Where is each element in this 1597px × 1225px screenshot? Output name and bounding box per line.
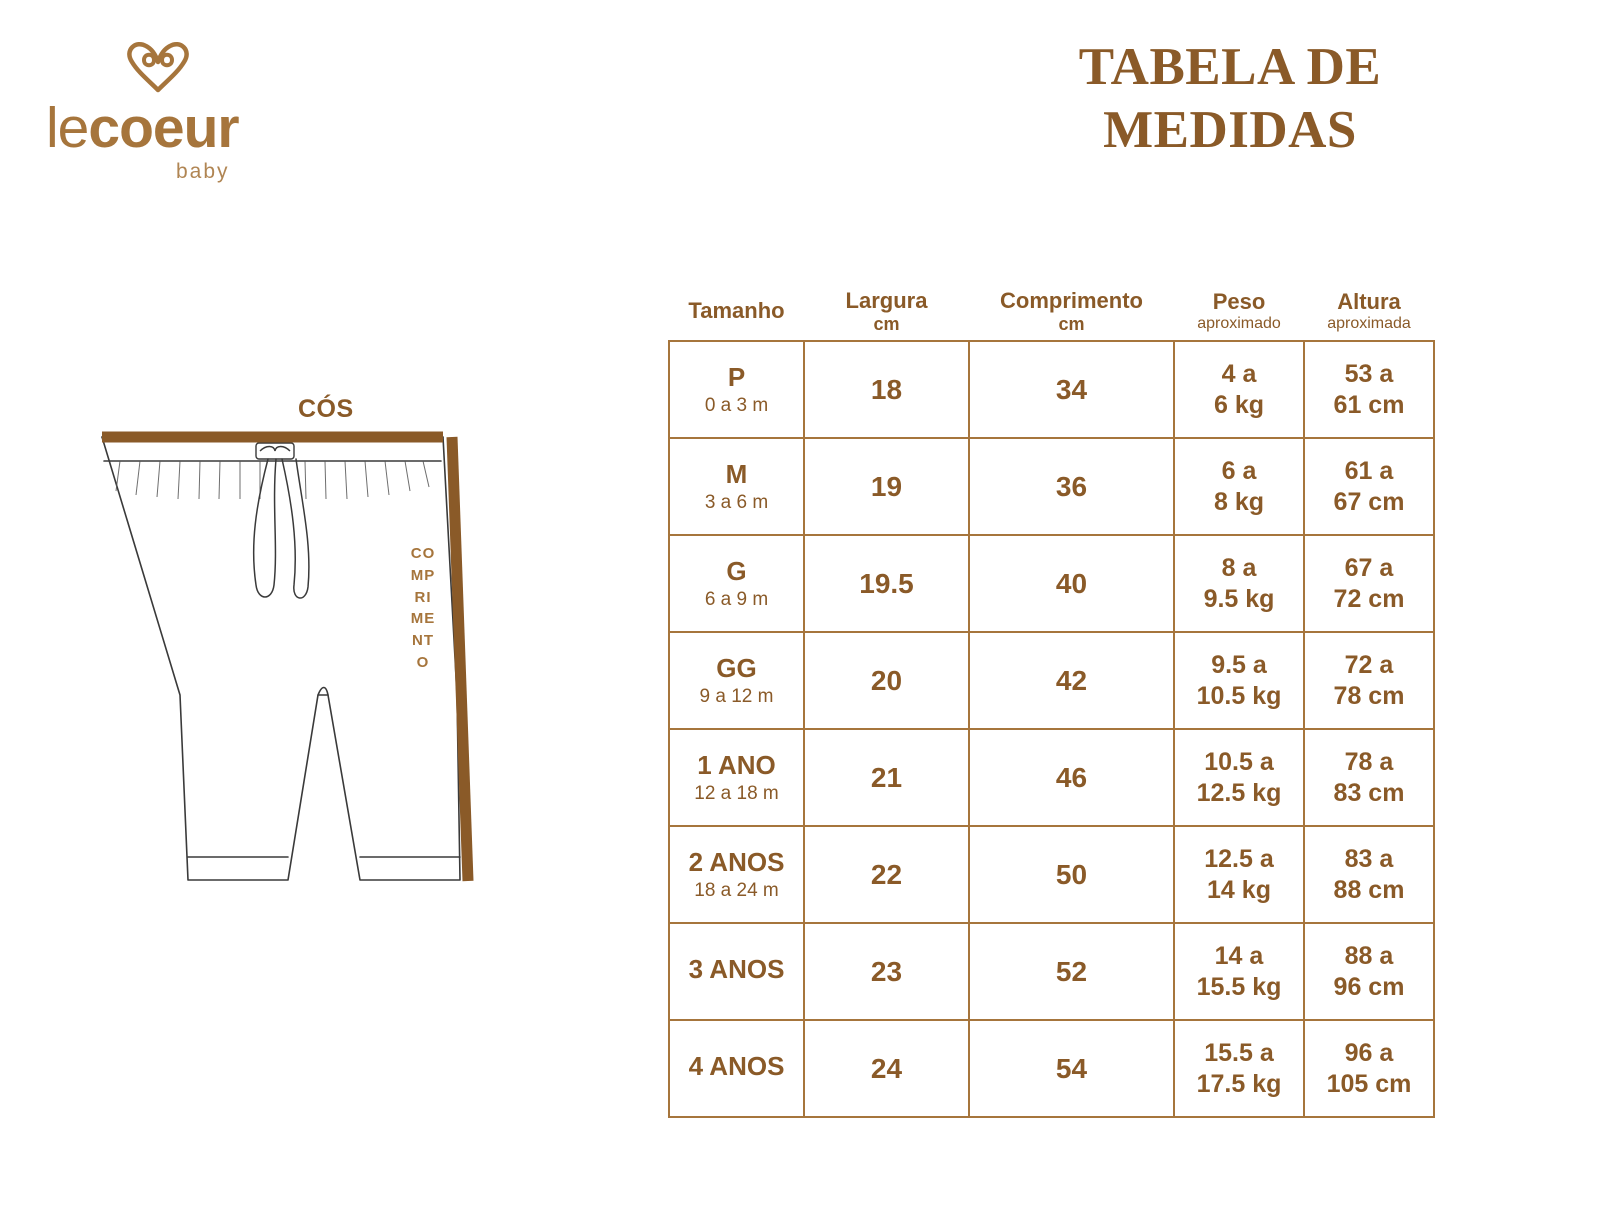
table-row	[669, 535, 1434, 632]
cell-comprimento: 46	[969, 729, 1174, 826]
brand-word-light: le	[46, 96, 89, 160]
cell-peso: 6 a 8 kg	[1174, 438, 1304, 535]
cell-peso: 8 a 9.5 kg	[1174, 535, 1304, 632]
table-row	[669, 923, 1434, 1020]
cell-size: 4 ANOS	[669, 1020, 804, 1117]
cell-comprimento: 50	[969, 826, 1174, 923]
header-peso: Peso aproximado	[1174, 288, 1304, 341]
cell-size: 2 ANOS 18 a 24 m	[669, 826, 804, 923]
cell-largura: 20	[804, 632, 969, 729]
pants-illustration	[60, 395, 600, 975]
cell-comprimento: 34	[969, 341, 1174, 438]
pants-technical-drawing-icon	[60, 395, 600, 975]
cell-altura: 67 a 72 cm	[1304, 535, 1434, 632]
header-tamanho: Tamanho	[669, 288, 804, 341]
table-row	[669, 1020, 1434, 1117]
cell-peso: 15.5 a 17.5 kg	[1174, 1020, 1304, 1117]
page-title-line2: MEDIDAS	[1103, 100, 1357, 159]
cell-peso: 14 a 15.5 kg	[1174, 923, 1304, 1020]
table-row	[669, 826, 1434, 923]
cell-largura: 21	[804, 729, 969, 826]
header-comprimento: Comprimento cm	[969, 288, 1174, 341]
table-row	[669, 438, 1434, 535]
cell-altura: 83 a 88 cm	[1304, 826, 1434, 923]
heart-loop-logo-icon	[122, 40, 194, 98]
size-chart-table	[668, 288, 1435, 1118]
cell-largura: 19	[804, 438, 969, 535]
cell-largura: 22	[804, 826, 969, 923]
page-title-line1: TABELA DE	[1078, 38, 1382, 96]
brand-logo	[46, 34, 346, 194]
cell-altura: 78 a 83 cm	[1304, 729, 1434, 826]
cell-altura: 88 a 96 cm	[1304, 923, 1434, 1020]
cell-size: P 0 a 3 m	[669, 341, 804, 438]
cell-altura: 53 a 61 cm	[1304, 341, 1434, 438]
cell-largura: 24	[804, 1020, 969, 1117]
cell-size: G 6 a 9 m	[669, 535, 804, 632]
cell-largura: 18	[804, 341, 969, 438]
cell-comprimento: 54	[969, 1020, 1174, 1117]
length-label: COMPRIMENTO	[410, 545, 436, 671]
cell-comprimento: 42	[969, 632, 1174, 729]
cell-comprimento: 36	[969, 438, 1174, 535]
brand-word-bold: coeur	[88, 96, 239, 160]
cell-peso: 12.5 a 14 kg	[1174, 826, 1304, 923]
header-largura: Largura cm	[804, 288, 969, 341]
waist-label: CÓS	[298, 395, 354, 423]
cell-altura: 72 a 78 cm	[1304, 632, 1434, 729]
cell-comprimento: 40	[969, 535, 1174, 632]
cell-altura: 96 a 105 cm	[1304, 1020, 1434, 1117]
cell-comprimento: 52	[969, 923, 1174, 1020]
cell-size: 1 ANO 12 a 18 m	[669, 729, 804, 826]
cell-altura: 61 a 67 cm	[1304, 438, 1434, 535]
table-row	[669, 341, 1434, 438]
page-title	[1010, 36, 1450, 161]
cell-largura: 23	[804, 923, 969, 1020]
table-row	[669, 729, 1434, 826]
brand-subtitle: baby	[176, 160, 230, 183]
brand-wordmark	[46, 96, 346, 160]
cell-peso: 10.5 a 12.5 kg	[1174, 729, 1304, 826]
cell-largura: 19.5	[804, 535, 969, 632]
cell-size: M 3 a 6 m	[669, 438, 804, 535]
table-row	[669, 632, 1434, 729]
cell-peso: 4 a 6 kg	[1174, 341, 1304, 438]
cell-size: 3 ANOS	[669, 923, 804, 1020]
table-header-row	[669, 288, 1434, 341]
cell-peso: 9.5 a 10.5 kg	[1174, 632, 1304, 729]
cell-size: GG 9 a 12 m	[669, 632, 804, 729]
header-altura: Altura aproximada	[1304, 288, 1434, 341]
